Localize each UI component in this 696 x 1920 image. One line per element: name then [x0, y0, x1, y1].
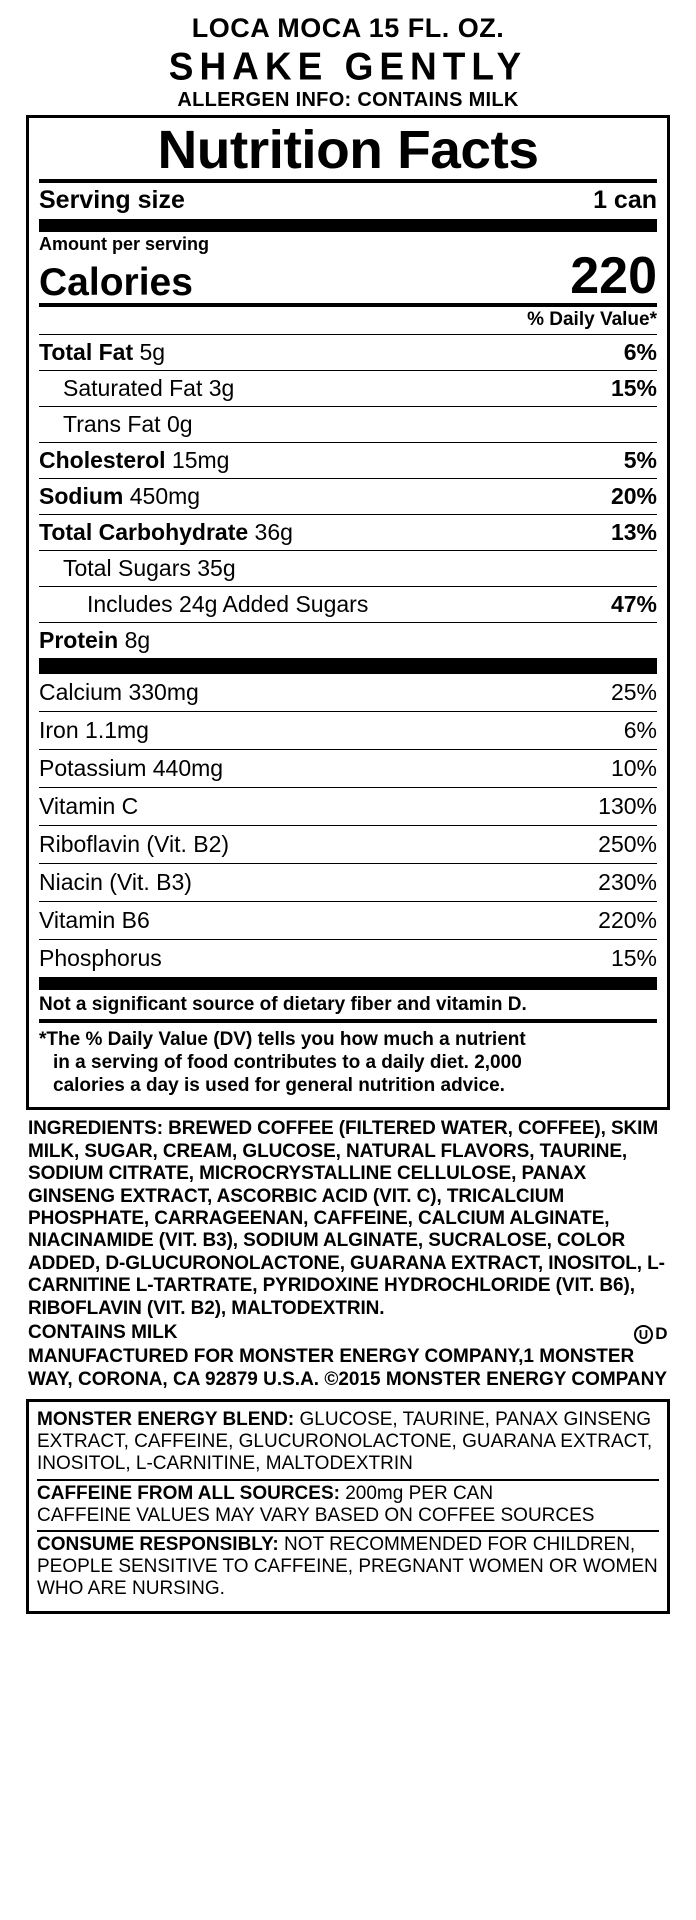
daily-value-footnote	[39, 1023, 657, 1100]
energy-blend-label: MONSTER ENERGY BLEND:	[37, 1408, 295, 1430]
allergen-info-text: ALLERGEN INFO: CONTAINS MILK	[177, 89, 519, 112]
contains-allergen-line	[26, 1320, 670, 1344]
vitamin-name: Calcium 330mg	[39, 679, 199, 706]
nutrient-name: Saturated Fat	[63, 375, 203, 402]
nutrient-dv: 6%	[623, 339, 657, 366]
divider	[39, 219, 657, 232]
nutrient-row	[39, 551, 657, 586]
nutrient-row	[39, 587, 657, 622]
nutrient-name: Total Carbohydrate	[39, 519, 249, 546]
calories-value: 220	[570, 247, 657, 306]
serving-size-row	[39, 183, 657, 219]
vitamin-dv: 250%	[598, 831, 657, 858]
contains-milk-text: CONTAINS MILK	[28, 1322, 178, 1344]
nutrition-facts-title: Nutrition Facts	[157, 120, 539, 181]
consume-responsibly-label: CONSUME RESPONSIBLY:	[37, 1534, 279, 1555]
nutrient-row	[39, 335, 657, 370]
vitamin-row	[39, 826, 657, 863]
daily-value-header: % Daily Value*	[527, 309, 657, 331]
vitamin-row	[39, 864, 657, 901]
dv-footnote-line-2: in a serving of food contributes to a daily diet. 2,000	[53, 1052, 522, 1074]
energy-blend-box	[26, 1399, 670, 1614]
caffeine-amount: 200mg PER CAN	[339, 1482, 494, 1504]
nutrient-amount: 450mg	[129, 483, 201, 510]
nutrient-dv: 20%	[610, 483, 657, 510]
nutrient-amount: 15mg	[171, 447, 230, 474]
nutrient-row	[39, 479, 657, 514]
vitamin-dv: 130%	[598, 793, 657, 820]
vitamin-name: Vitamin C	[39, 793, 139, 820]
vitamin-dv: 230%	[598, 869, 657, 896]
caffeine-note: CAFFEINE VALUES MAY VARY BASED ON COFFEE SOURCES	[37, 1504, 595, 1526]
caffeine-label: CAFFEINE FROM ALL SOURCES:	[37, 1482, 340, 1504]
consume-responsibly-text: NOT RECOMMENDED FOR CHILDREN, PEOPLE SENSITIVE TO CAFFEINE, PREGNANT WOMEN OR WOMEN WHO ARE NURSING.	[37, 1534, 658, 1600]
nutrient-amount: 3g	[208, 375, 235, 402]
kosher-circle-u: U	[634, 1325, 653, 1344]
energy-blend-paragraph	[37, 1407, 659, 1479]
consume-responsibly-paragraph	[37, 1532, 659, 1604]
vitamin-name: Iron 1.1mg	[39, 717, 149, 744]
vitamin-row	[39, 750, 657, 787]
nutrient-name: Total Fat	[39, 339, 134, 366]
dv-footnote-line-3: calories a day is used for general nutrition advice.	[53, 1075, 505, 1097]
amount-per-serving-label: Amount per serving	[39, 234, 210, 255]
vitamin-name: Potassium 440mg	[39, 755, 224, 782]
nutrition-facts-panel	[26, 115, 670, 1110]
shake-gently-text: SHAKE GENTLY	[168, 45, 528, 89]
nutrient-dv: 13%	[610, 519, 657, 546]
manufacturer-text: MANUFACTURED FOR MONSTER ENERGY COMPANY,1 MONSTER WAY, CORONA, CA 92879 U.S.A. ©2015 MONSTER ENERGY COMPANY	[28, 1346, 668, 1390]
vitamin-row	[39, 712, 657, 749]
nutrient-dv: 15%	[610, 375, 657, 402]
nutrient-dv: 5%	[623, 447, 657, 474]
nutrient-name: Total Sugars	[63, 555, 191, 582]
vitamin-dv: 6%	[623, 717, 657, 744]
nutrient-row	[39, 371, 657, 406]
nutrient-amount: 5g	[139, 339, 166, 366]
nutrient-row	[39, 623, 657, 658]
nutrient-amount: 36g	[254, 519, 293, 546]
not-significant-source-note: Not a significant source of dietary fiber and vitamin D.	[39, 994, 527, 1016]
vitamin-dv: 220%	[598, 907, 657, 934]
vitamin-row	[39, 940, 657, 977]
vitamin-row	[39, 902, 657, 939]
nutrient-amount: 0g	[166, 411, 193, 438]
vitamin-name: Vitamin B6	[39, 907, 150, 934]
kosher-ud-icon	[634, 1324, 668, 1344]
nutrient-name: Protein	[39, 627, 119, 654]
vitamin-name: Phosphorus	[39, 945, 162, 972]
vitamin-row	[39, 788, 657, 825]
nutrient-amount: 35g	[197, 555, 236, 582]
nutrient-name: Trans Fat	[63, 411, 161, 438]
nutrient-name: Cholesterol	[39, 447, 166, 474]
serving-size-label: Serving size	[39, 186, 185, 215]
nutrient-dv: 47%	[610, 591, 657, 618]
caffeine-paragraph	[37, 1481, 659, 1530]
vitamin-name: Riboflavin (Vit. B2)	[39, 831, 230, 858]
vitamin-name: Niacin (Vit. B3)	[39, 869, 192, 896]
nutrient-name: Includes 24g Added Sugars	[87, 591, 369, 618]
energy-blend-text: GLUCOSE, TAURINE, PANAX GINSENG EXTRACT, CAFFEINE, GLUCURONOLACTONE, GUARANA EXTRACT, INOSITOL, L-CARNITINE, MALTODEXTRIN	[37, 1408, 653, 1475]
nutrient-name: Sodium	[39, 483, 124, 510]
nutrient-amount: 8g	[124, 627, 151, 654]
vitamin-dv: 15%	[610, 945, 657, 972]
nutrient-row	[39, 407, 657, 442]
dv-footnote-line-1: *The % Daily Value (DV) tells you how much a nutrient	[39, 1028, 526, 1050]
ingredients-text: INGREDIENTS: BREWED COFFEE (FILTERED WATER, COFFEE), SKIM MILK, SUGAR, CREAM, GLUCOSE, NATURAL FLAVORS, TAURINE, SODIUM CITRATE, MICROCRYSTALLINE CELLULOSE, PANAX GINSENG EXTRACT, ASCORBIC ACID (VIT. C), TRICALCIUM PHOSPHATE, CARRAGEENAN, CAFFEINE, CALCIUM ALGINATE, NIACINAMIDE (VIT. B3), SODIUM ALGINATE, SUCRALOSE, COLOR ADDED, D-GLUCURONOLACTONE, GUARANA EXTRACT, INOSITOL, L-CARNITINE L-TARTRATE, PYRIDOXINE HYDROCHLORIDE (VIT. B6), RIBOFLAVIN (VIT. B2), MALTODEXTRIN.	[28, 1118, 665, 1319]
calories-label: Calories	[39, 260, 193, 304]
product-title: LOCA MOCA 15 FL. OZ.	[191, 13, 505, 43]
vitamin-dv: 10%	[610, 755, 657, 782]
vitamin-row	[39, 674, 657, 711]
kosher-suffix-d: D	[655, 1324, 668, 1344]
calories-row	[39, 247, 657, 306]
nutrient-row	[39, 443, 657, 478]
divider	[39, 658, 657, 674]
serving-size-value: 1 can	[593, 186, 657, 215]
nutrient-row	[39, 515, 657, 550]
divider	[39, 977, 657, 990]
vitamin-dv: 25%	[610, 679, 657, 706]
